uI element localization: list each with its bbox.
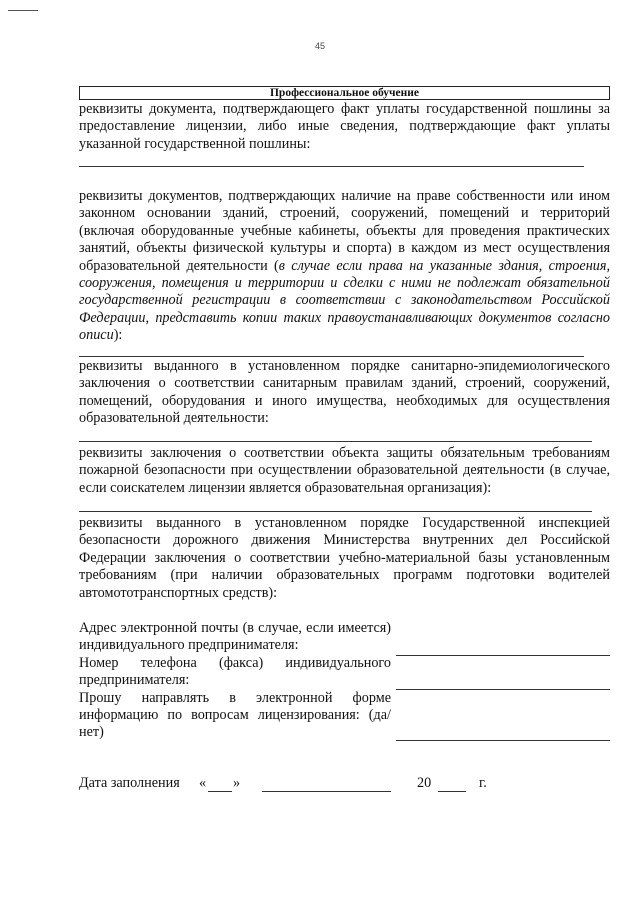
phone-label: Номер телефона (факса) индивидуального предпринимателя: [79, 654, 391, 689]
property-text: реквизиты документов, подтверждающих наличие на праве собственности или ином законном основании зданий, строений, сооружений, помещений и территорий (включая оборудованные учебные кабинеты, объекты для проведения практических занятий, объекты физической культуры и спорта) в каждом из мест осуществления образовательной деятельности ( [79, 188, 610, 274]
email-field[interactable] [396, 655, 610, 656]
electronic-field[interactable] [396, 740, 610, 741]
fire-fill-line[interactable] [79, 511, 592, 512]
date-day-field[interactable] [208, 791, 232, 792]
date-year-field[interactable] [438, 791, 466, 792]
date-month-field[interactable] [262, 791, 391, 792]
property-fill-line[interactable] [79, 356, 584, 357]
duty-paragraph: реквизиты документа, подтверждающего факт уплаты государственной пошлины за предоставление лицензии, либо иные сведения, подтверждающие факт уплаты указанной государственной пошлины: [79, 101, 610, 152]
property-end: ): [113, 327, 123, 344]
section-header [79, 86, 610, 100]
property-note: в случае если права на указанные здания, строения, сооружения, помещения и территории и сделки с ними не подлежат обязательной государственной регистрации в соответствии с законодательством Российской Федерации, представить копии таких правоустанавливающих документов согласно описи [79, 257, 610, 344]
property-paragraph [79, 188, 610, 345]
traffic-paragraph: реквизиты выданного в установленном порядке Государственной инспекцией безопасности дорожного движения Министерства внутренних дел Российской Федерации заключения о соответствии учебно-материальной базы установленным требованиям (при наличии образовательных программ подготовки водителей автомототранспортных средств): [79, 515, 610, 601]
sanitary-paragraph: реквизиты выданного в установленном порядке санитарно-эпидемиологического заключения о соответствии санитарным правилам зданий, строений, сооружений, помещений, оборудования и иного имущества, необходимых для осуществления образовательной деятельности: [79, 358, 610, 427]
page-number: 45 [314, 41, 325, 51]
top-rule [8, 10, 38, 11]
date-year-suffix: г. [479, 775, 487, 791]
date-open-quote: « [199, 775, 207, 791]
date-close-quote: » [233, 775, 241, 791]
date-year-prefix: 20 [417, 775, 432, 791]
sanitary-fill-line[interactable] [79, 441, 592, 442]
electronic-label: Прошу направлять в электронной форме информацию по вопросам лицензирования: (да/нет) [79, 689, 391, 741]
email-label: Адрес электронной почты (в случае, если имеется) индивидуального предпринимателя: [79, 620, 391, 654]
date-label: Дата заполнения [79, 775, 180, 791]
phone-field[interactable] [396, 689, 610, 690]
contact-fields [79, 620, 391, 742]
duty-fill-line[interactable] [79, 166, 584, 167]
fire-paragraph: реквизиты заключения о соответствии объекта защиты обязательным требованиям пожарной безопасности при осуществлении образовательной деятельности (в случае, если соискателем лицензии является образовательная организация): [79, 445, 610, 496]
section-title: Профессиональное обучение [269, 87, 419, 99]
